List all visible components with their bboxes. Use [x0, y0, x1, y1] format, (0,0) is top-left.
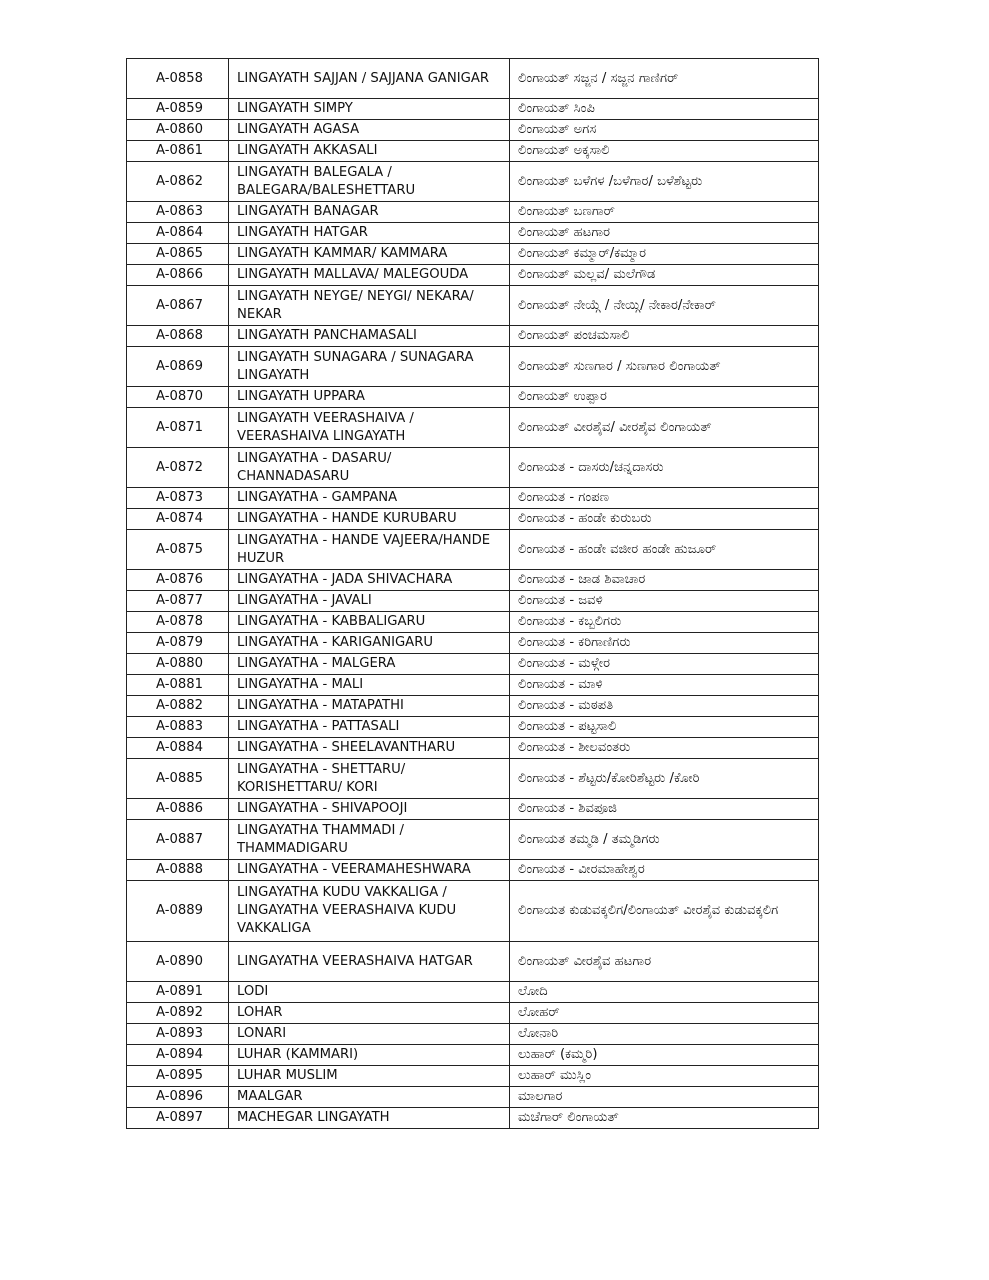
caste-name-kannada-cell: ಲಿಂಗಾಯತ - ದಾಸರು/ಚನ್ನದಾಸರು: [510, 448, 819, 488]
caste-name-english-cell: LINGAYATH SAJJAN / SAJJANA GANIGAR: [229, 59, 510, 99]
caste-name-english-cell: LINGAYATH HATGAR: [229, 223, 510, 244]
table-row: [127, 654, 819, 675]
caste-name-english-cell: LINGAYATH VEERASHAIVA / VEERASHAIVA LINGAYATH: [229, 408, 510, 448]
caste-name-kannada-cell: ಲಿಂಗಾಯತ್ ಅಗಸ: [510, 120, 819, 141]
caste-name-english-cell: LINGAYATH AKKASALI: [229, 141, 510, 162]
caste-name-kannada-cell: ಲಿಂಗಾಯತ - ಕಬ್ಬಲಿಗರು: [510, 612, 819, 633]
table-row: [127, 99, 819, 120]
caste-name-kannada-cell: ಲಿಂಗಾಯತ್ ಸಿಂಪಿ: [510, 99, 819, 120]
caste-code-cell: A-0862: [127, 162, 229, 202]
caste-name-kannada-cell: ಲಿಂಗಾಯತ - ಮಾಳಿ: [510, 675, 819, 696]
table-row: [127, 717, 819, 738]
caste-name-english-cell: LODI: [229, 982, 510, 1003]
caste-code-cell: A-0859: [127, 99, 229, 120]
caste-code-cell: A-0890: [127, 942, 229, 982]
table-row: [127, 387, 819, 408]
table-row: [127, 942, 819, 982]
caste-name-kannada-cell: ಲಿಂಗಾಯತ - ಜವಳಿ: [510, 591, 819, 612]
caste-name-kannada-cell: ಲಿಂಗಾಯತ್ ನೇಯ್ಗೆ / ನೇಯ್ಗಿ/ ನೇಕಾರ/ನೇಕಾರ್: [510, 286, 819, 326]
table-row: [127, 347, 819, 387]
table-row: [127, 570, 819, 591]
caste-code-cell: A-0888: [127, 860, 229, 881]
caste-code-cell: A-0860: [127, 120, 229, 141]
caste-name-english-cell: LINGAYATHA - MALGERA: [229, 654, 510, 675]
caste-code-cell: A-0880: [127, 654, 229, 675]
caste-name-kannada-cell: ಲಿಂಗಾಯತ್ ವೀರಶೈವ/ ವೀರಶೈವ ಲಿಂಗಾಯತ್: [510, 408, 819, 448]
caste-name-kannada-cell: ಲೋದಿ: [510, 982, 819, 1003]
table-row: [127, 860, 819, 881]
caste-name-english-cell: LINGAYATHA - HANDE KURUBARU: [229, 509, 510, 530]
caste-list-body: [127, 59, 819, 1129]
table-row: [127, 488, 819, 509]
caste-code-cell: A-0871: [127, 408, 229, 448]
caste-name-kannada-cell: ಲಿಂಗಾಯತ - ಮಳ್ಗೇರ: [510, 654, 819, 675]
caste-name-english-cell: LINGAYATH AGASA: [229, 120, 510, 141]
caste-name-english-cell: LINGAYATHA - DASARU/ CHANNADASARU: [229, 448, 510, 488]
caste-name-kannada-cell: ಲಿಂಗಾಯತ್ ವೀರಶೈವ ಹಟಗಾರ: [510, 942, 819, 982]
caste-name-kannada-cell: ಲಿಂಗಾಯತ - ವೀರಮಾಹೇಶ್ವರ: [510, 860, 819, 881]
caste-code-cell: A-0886: [127, 799, 229, 820]
caste-name-english-cell: LINGAYATHA - VEERAMAHESHWARA: [229, 860, 510, 881]
caste-name-kannada-cell: ಮಚೆಗಾರ್ ಲಿಂಗಾಯತ್: [510, 1108, 819, 1129]
table-row: [127, 738, 819, 759]
table-row: [127, 1045, 819, 1066]
table-row: [127, 633, 819, 654]
caste-list-table: [126, 58, 819, 1129]
table-row: [127, 591, 819, 612]
caste-name-english-cell: MACHEGAR LINGAYATH: [229, 1108, 510, 1129]
caste-name-english-cell: LINGAYATH NEYGE/ NEYGI/ NEKARA/ NEKAR: [229, 286, 510, 326]
caste-code-cell: A-0892: [127, 1003, 229, 1024]
caste-name-kannada-cell: ಲೋಹರ್: [510, 1003, 819, 1024]
caste-name-english-cell: LUHAR (KAMMARI): [229, 1045, 510, 1066]
caste-name-kannada-cell: ಲಿಂಗಾಯತ - ಶೀಲವಂತರು: [510, 738, 819, 759]
table-row: [127, 820, 819, 860]
caste-name-english-cell: LONARI: [229, 1024, 510, 1045]
caste-name-kannada-cell: ಲಿಂಗಾಯತ್ ಉಪ್ಪಾರ: [510, 387, 819, 408]
table-row: [127, 326, 819, 347]
caste-code-cell: A-0875: [127, 530, 229, 570]
caste-code-cell: A-0878: [127, 612, 229, 633]
caste-name-english-cell: LUHAR MUSLIM: [229, 1066, 510, 1087]
caste-code-cell: A-0881: [127, 675, 229, 696]
caste-name-english-cell: LINGAYATHA - JADA SHIVACHARA: [229, 570, 510, 591]
caste-name-english-cell: LINGAYATHA - SHEELAVANTHARU: [229, 738, 510, 759]
caste-code-cell: A-0874: [127, 509, 229, 530]
caste-name-kannada-cell: ಲಿಂಗಾಯತ್ ಕಮ್ಮಾರ್/ಕಮ್ಮಾರ: [510, 244, 819, 265]
table-row: [127, 530, 819, 570]
caste-code-cell: A-0868: [127, 326, 229, 347]
caste-name-kannada-cell: ಲುಹಾರ್ (ಕಮ್ಮರಿ): [510, 1045, 819, 1066]
caste-code-cell: A-0869: [127, 347, 229, 387]
caste-code-cell: A-0891: [127, 982, 229, 1003]
table-row: [127, 223, 819, 244]
caste-name-kannada-cell: ಲಿಂಗಾಯತ - ಹಂಡೇ ವಜೀರ ಹಂಡೇ ಹುಜೂರ್: [510, 530, 819, 570]
caste-name-kannada-cell: ಲಿಂಗಾಯತ - ಶೆಟ್ಟರು/ಕೋರಿಶೆಟ್ಟರು /ಕೋರಿ: [510, 759, 819, 799]
table-row: [127, 1087, 819, 1108]
caste-code-cell: A-0872: [127, 448, 229, 488]
caste-code-cell: A-0870: [127, 387, 229, 408]
caste-name-english-cell: LINGAYATHA THAMMADI / THAMMADIGARU: [229, 820, 510, 860]
caste-code-cell: A-0896: [127, 1087, 229, 1108]
caste-name-english-cell: LINGAYATH MALLAVA/ MALEGOUDA: [229, 265, 510, 286]
caste-name-kannada-cell: ಲಿಂಗಾಯತ್ ಬಣಗಾರ್: [510, 202, 819, 223]
caste-name-kannada-cell: ಲಿಂಗಾಯತ - ಹಂಡೇ ಕುರುಬರು: [510, 509, 819, 530]
table-row: [127, 759, 819, 799]
caste-code-cell: A-0867: [127, 286, 229, 326]
caste-code-cell: A-0889: [127, 881, 229, 942]
caste-code-cell: A-0883: [127, 717, 229, 738]
caste-name-kannada-cell: ಲಿಂಗಾಯತ - ಗಂಪಣ: [510, 488, 819, 509]
table-row: [127, 286, 819, 326]
caste-name-kannada-cell: ಲಿಂಗಾಯತ್ ಸಜ್ಜನ / ಸಜ್ಜನ ಗಾಣಿಗರ್: [510, 59, 819, 99]
caste-name-kannada-cell: ಲಿಂಗಾಯತ - ಜಾಡ ಶಿವಾಚಾರ: [510, 570, 819, 591]
caste-name-english-cell: LINGAYATH UPPARA: [229, 387, 510, 408]
caste-name-kannada-cell: ಲಿಂಗಾಯತ್ ಅಕ್ಕಸಾಲಿ: [510, 141, 819, 162]
table-row: [127, 1024, 819, 1045]
caste-code-cell: A-0866: [127, 265, 229, 286]
table-row: [127, 1108, 819, 1129]
table-row: [127, 1066, 819, 1087]
caste-code-cell: A-0864: [127, 223, 229, 244]
table-row: [127, 1003, 819, 1024]
table-row: [127, 612, 819, 633]
table-row: [127, 408, 819, 448]
caste-name-kannada-cell: ಲಿಂಗಾಯತ - ಕರಿಗಾಣಿಗರು: [510, 633, 819, 654]
caste-name-kannada-cell: ಲಿಂಗಾಯತ - ಶಿವಪೂಜಿ: [510, 799, 819, 820]
caste-name-kannada-cell: ಲಿಂಗಾಯತ್ ಹಟಗಾರ: [510, 223, 819, 244]
caste-name-english-cell: LOHAR: [229, 1003, 510, 1024]
caste-code-cell: A-0873: [127, 488, 229, 509]
caste-name-english-cell: MAALGAR: [229, 1087, 510, 1108]
caste-code-cell: A-0876: [127, 570, 229, 591]
caste-name-english-cell: LINGAYATHA VEERASHAIVA HATGAR: [229, 942, 510, 982]
caste-name-english-cell: LINGAYATHA - MATAPATHI: [229, 696, 510, 717]
caste-name-kannada-cell: ಲಿಂಗಾಯತ - ಮಠಪತಿ: [510, 696, 819, 717]
caste-name-kannada-cell: ಮಾಲಗಾರ: [510, 1087, 819, 1108]
caste-name-english-cell: LINGAYATHA - SHETTARU/ KORISHETTARU/ KORI: [229, 759, 510, 799]
caste-name-kannada-cell: ಲಿಂಗಾಯತ ಕುಡುವಕ್ಕಲಿಗ/ಲಿಂಗಾಯತ್ ವೀರಶೈವ ಕುಡುವಕ್ಕಲಿಗ: [510, 881, 819, 942]
caste-name-english-cell: LINGAYATH BALEGALA / BALEGARA/BALESHETTARU: [229, 162, 510, 202]
caste-name-english-cell: LINGAYATHA - HANDE VAJEERA/HANDE HUZUR: [229, 530, 510, 570]
caste-code-cell: A-0894: [127, 1045, 229, 1066]
table-row: [127, 696, 819, 717]
caste-name-english-cell: LINGAYATHA - MALI: [229, 675, 510, 696]
table-row: [127, 799, 819, 820]
caste-code-cell: A-0884: [127, 738, 229, 759]
table-row: [127, 265, 819, 286]
caste-code-cell: A-0877: [127, 591, 229, 612]
caste-name-english-cell: LINGAYATHA - KARIGANIGARU: [229, 633, 510, 654]
caste-code-cell: A-0887: [127, 820, 229, 860]
caste-name-kannada-cell: ಲುಹಾರ್ ಮುಸ್ಲಿಂ: [510, 1066, 819, 1087]
caste-name-english-cell: LINGAYATHA - JAVALI: [229, 591, 510, 612]
table-row: [127, 244, 819, 265]
caste-code-cell: A-0895: [127, 1066, 229, 1087]
table-row: [127, 448, 819, 488]
caste-name-kannada-cell: ಲಿಂಗಾಯತ್ ಬಳೆಗಳ /ಬಳೆಗಾರ/ ಬಳೆಶೆಟ್ಟರು: [510, 162, 819, 202]
caste-name-kannada-cell: ಲಿಂಗಾಯತ - ಪಟ್ಟಸಾಲಿ: [510, 717, 819, 738]
caste-name-kannada-cell: ಲಿಂಗಾಯತ್ ಮಲ್ಲವ/ ಮಲೆಗೌಡ: [510, 265, 819, 286]
caste-name-english-cell: LINGAYATH KAMMAR/ KAMMARA: [229, 244, 510, 265]
caste-code-cell: A-0897: [127, 1108, 229, 1129]
caste-name-english-cell: LINGAYATH BANAGAR: [229, 202, 510, 223]
table-row: [127, 509, 819, 530]
caste-name-english-cell: LINGAYATHA KUDU VAKKALIGA / LINGAYATHA VEERASHAIVA KUDU VAKKALIGA: [229, 881, 510, 942]
table-row: [127, 202, 819, 223]
caste-name-english-cell: LINGAYATH SUNAGARA / SUNAGARA LINGAYATH: [229, 347, 510, 387]
caste-code-cell: A-0863: [127, 202, 229, 223]
caste-name-kannada-cell: ಲಿಂಗಾಯತ ತಮ್ಮಡಿ / ತಮ್ಮಡಿಗರು: [510, 820, 819, 860]
caste-name-kannada-cell: ಲೋನಾರಿ: [510, 1024, 819, 1045]
table-row: [127, 675, 819, 696]
table-row: [127, 120, 819, 141]
caste-name-english-cell: LINGAYATHA - PATTASALI: [229, 717, 510, 738]
caste-code-cell: A-0865: [127, 244, 229, 265]
caste-name-english-cell: LINGAYATHA - KABBALIGARU: [229, 612, 510, 633]
caste-code-cell: A-0858: [127, 59, 229, 99]
caste-name-kannada-cell: ಲಿಂಗಾಯತ್ ಸುಣಗಾರ / ಸುಣಗಾರ ಲಿಂಗಾಯತ್: [510, 347, 819, 387]
caste-code-cell: A-0861: [127, 141, 229, 162]
table-row: [127, 881, 819, 942]
caste-name-english-cell: LINGAYATHA - GAMPANA: [229, 488, 510, 509]
caste-code-cell: A-0885: [127, 759, 229, 799]
caste-code-cell: A-0882: [127, 696, 229, 717]
caste-name-english-cell: LINGAYATHA - SHIVAPOOJI: [229, 799, 510, 820]
table-row: [127, 162, 819, 202]
table-row: [127, 141, 819, 162]
caste-code-cell: A-0893: [127, 1024, 229, 1045]
caste-name-english-cell: LINGAYATH PANCHAMASALI: [229, 326, 510, 347]
table-row: [127, 59, 819, 99]
table-row: [127, 982, 819, 1003]
caste-code-cell: A-0879: [127, 633, 229, 654]
caste-name-english-cell: LINGAYATH SIMPY: [229, 99, 510, 120]
caste-name-kannada-cell: ಲಿಂಗಾಯತ್ ಪಂಚಮಸಾಲಿ: [510, 326, 819, 347]
